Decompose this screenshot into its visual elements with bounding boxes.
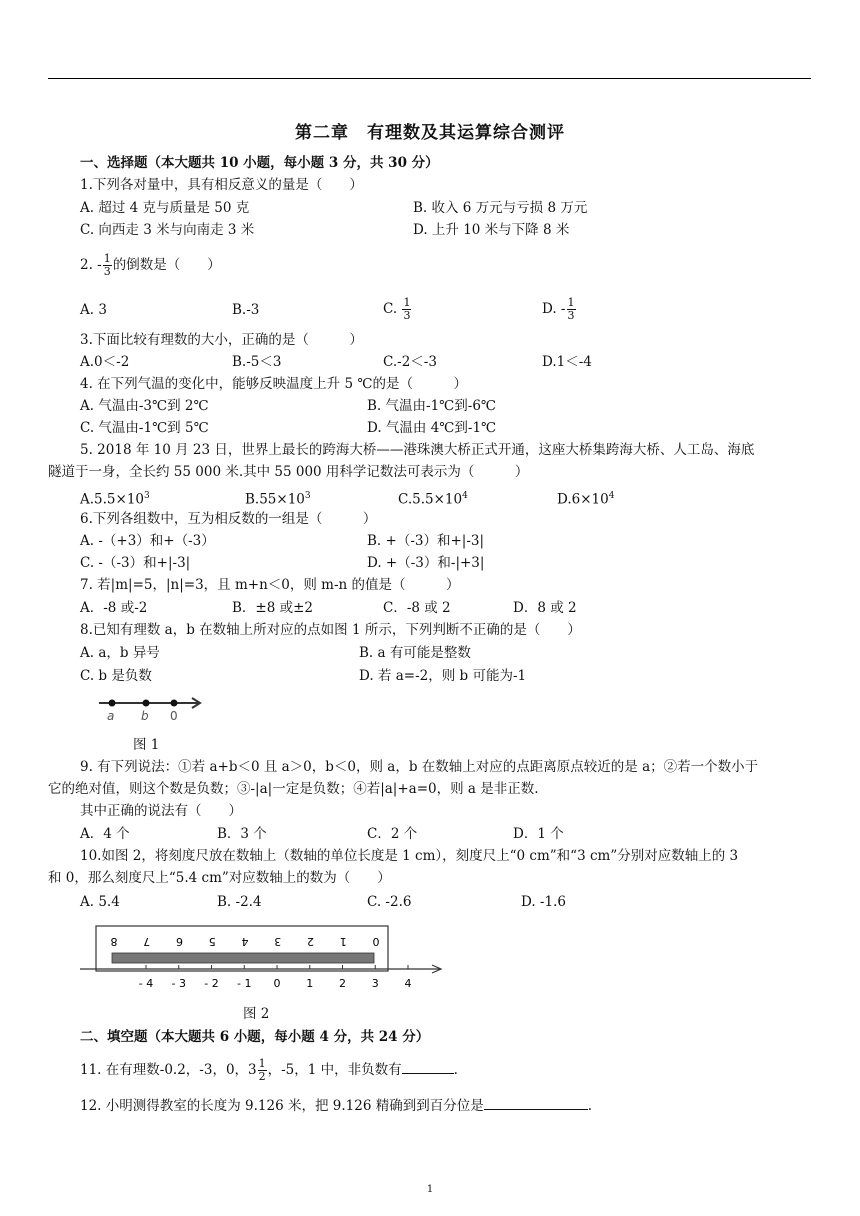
- q4-option-d: D. 气温由 4℃到-1℃: [367, 420, 497, 436]
- q7-option-a: A．-8 或-2: [80, 600, 148, 616]
- q3-option-d: D.1＜-4: [542, 354, 592, 370]
- ruler-label: 1: [339, 935, 347, 948]
- q11-answer-blank: [402, 1060, 454, 1074]
- ruler-label: 8: [110, 935, 118, 948]
- q12: 12. 小明测得教室的长度为 9.126 米，把 9.126 精确到到百分位是 .: [80, 1098, 593, 1114]
- q1-option-d: D. 上升 10 米与下降 8 米: [413, 222, 570, 238]
- figure1-number-line: [95, 692, 210, 724]
- q6-option-b: B. +（-3）和+|-3|: [367, 533, 485, 549]
- q4-option-a: A. 气温由-3℃到 2℃: [80, 398, 209, 414]
- q6-option-d: D. +（-3）和-|+3|: [367, 555, 485, 571]
- q6-option-c: C. -（-3）和+|-3|: [80, 555, 191, 571]
- figure2-ruler-on-number-line: [80, 924, 450, 996]
- q1-option-c: C. 向西走 3 米与向南走 3 米: [80, 222, 255, 238]
- q5-option-a: $A.5.5\times 10^3$: [80, 491, 150, 508]
- q11-fraction: $\frac{1}{2}$: [258, 1057, 266, 1083]
- q10-line1: 10.如图 2，将刻度尺放在数轴上（数轴的单位长度是 1 cm），刻度尺上“0 cm”和“3 cm”分别对应数轴上的 3: [80, 848, 739, 864]
- q5-option-c: $C.5.5\times 10^4$: [398, 491, 468, 508]
- page-title: 第二章 有理数及其运算综合测评: [295, 123, 565, 143]
- q3-option-a: A.0＜-2: [80, 354, 130, 370]
- axis-label: - 1: [237, 977, 252, 990]
- q5-option-b: $B.55\times 10^3$: [245, 491, 311, 508]
- q9-option-a: A．4 个: [80, 826, 130, 842]
- q7-option-b: B．±8 或±2: [232, 600, 314, 616]
- q10-option-a: A. 5.4: [80, 894, 120, 910]
- ruler-label: 4: [241, 935, 249, 948]
- label-a: a: [107, 709, 115, 723]
- axis-label: 3: [371, 977, 379, 990]
- axis-label: 1: [306, 977, 314, 990]
- q10-option-c: C. -2.6: [367, 894, 412, 910]
- ruler-label: 3: [274, 935, 282, 948]
- q8-stem: 8.已知有理数 a，b 在数轴上所对应的点如图 1 所示，下列判断不正确的是（ ）: [80, 622, 581, 638]
- axis-label: 0: [273, 977, 281, 990]
- q4-stem: 4. 在下列气温的变化中，能够反映温度上升 5 ℃的是（ ）: [80, 376, 467, 392]
- ruler-label: 7: [143, 935, 151, 948]
- q5-line2: 隧道于一身，全长约 55 000 米.其中 55 000 用科学记数法可表示为（ ）: [48, 464, 529, 480]
- q9-line2: 它的绝对值，则这个数是负数；③-|a|一定是负数；④若|a|+a=0，则 a 是非正数.: [48, 781, 539, 797]
- q7-option-d: D．8 或 2: [513, 600, 577, 616]
- q12-answer-blank: [484, 1096, 588, 1110]
- ruler-label: 6: [176, 935, 183, 948]
- point-a: [109, 700, 116, 707]
- ruler-label: 0: [372, 935, 380, 948]
- q6-option-a: A. -（+3）和+（-3）: [80, 533, 215, 549]
- q8-option-b: B. a 有可能是整数: [359, 645, 471, 661]
- q9-line3: 其中正确的说法有（ ）: [80, 803, 242, 819]
- q8-option-c: C. b 是负数: [80, 668, 152, 684]
- q2-option-d: D. - $\frac{1}{3}$: [542, 296, 575, 322]
- q7-stem: 7. 若|m|=5，|n|=3，且 m+n＜0，则 m-n 的值是（ ）: [80, 577, 460, 593]
- q11: 11. 在有理数-0.2，-3，0，3 $\frac{1}{2}$ ，-5，1 中，非负数有 .: [80, 1057, 458, 1083]
- axis-label: 4: [404, 977, 412, 990]
- q9-option-d: D．1 个: [513, 826, 564, 842]
- q3-option-c: C.-2＜-3: [383, 354, 437, 370]
- q10-option-b: B. -2.4: [217, 894, 262, 910]
- axis-label: - 4: [138, 977, 154, 990]
- q2-option-a: A. 3: [80, 302, 107, 318]
- q3-stem: 3.下面比较有理数的大小，正确的是（ ）: [80, 332, 363, 348]
- q1-stem: 1.下列各对量中，具有相反意义的量是（ ）: [80, 177, 363, 193]
- q7-option-c: C．-8 或 2: [383, 600, 451, 616]
- q4-option-b: B. 气温由-1℃到-6℃: [367, 398, 497, 414]
- axis-label: - 2: [204, 977, 219, 990]
- q2-stem: 2. - $\frac{1}{3}$ 的倒数是（ ）: [80, 252, 221, 278]
- label-b: b: [141, 709, 149, 723]
- section-heading-fill: 二、填空题（本大题共 6 小题，每小题 4 分，共 24 分）: [80, 1029, 430, 1045]
- label-0: 0: [170, 709, 178, 723]
- header-rule: [48, 78, 811, 79]
- axis-label: 2: [339, 977, 346, 990]
- ruler-label: 5: [208, 935, 216, 948]
- q6-stem: 6.下列各组数中，互为相反数的一组是（ ）: [80, 511, 377, 527]
- point-origin: [171, 700, 178, 707]
- point-b: [143, 700, 150, 707]
- ruler-scale-bar: [112, 953, 374, 963]
- page-number: 1: [426, 1184, 434, 1195]
- figure1-caption: 图 1: [133, 737, 160, 753]
- q1-option-b: B. 收入 6 万元与亏损 8 万元: [413, 200, 588, 216]
- section-heading-choice: 一、选择题（本大题共 10 小题，每小题 3 分，共 30 分）: [80, 155, 439, 171]
- figure2-caption: 图 2: [243, 1006, 270, 1022]
- q4-option-c: C. 气温由-1℃到 5℃: [80, 420, 209, 436]
- q9-line1: 9. 有下列说法：①若 a+b＜0 且 a＞0，b＜0，则 a，b 在数轴上对应的点距离原点较近的是 a；②若一个数小于: [80, 759, 759, 775]
- q8-option-d: D. 若 a=-2，则 b 可能为-1: [359, 668, 527, 684]
- q2-option-c: C. $\frac{1}{3}$: [383, 296, 411, 322]
- q5-line1: 5. 2018 年 10 月 23 日，世界上最长的跨海大桥——港珠澳大桥正式开通，这座大桥集跨海大桥、人工岛、海底: [80, 442, 755, 458]
- q10-option-d: D. -1.6: [521, 894, 566, 910]
- q9-option-c: C．2 个: [367, 826, 418, 842]
- q3-option-b: B.-5＜3: [232, 354, 282, 370]
- q2-option-b: B.-3: [232, 302, 260, 318]
- q8-option-a: A. a，b 异号: [80, 645, 160, 661]
- q5-option-d: $D.6\times 10^4$: [557, 491, 615, 508]
- q9-option-b: B．3 个: [217, 826, 267, 842]
- q1-option-a: A. 超过 4 克与质量是 50 克: [80, 200, 250, 216]
- q10-line2: 和 0，那么刻度尺上“5.4 cm”对应数轴上的数为（ ）: [48, 870, 391, 886]
- axis-label: - 3: [171, 977, 186, 990]
- ruler-label: 2: [307, 935, 314, 948]
- q2-fraction: $\frac{1}{3}$: [103, 252, 111, 278]
